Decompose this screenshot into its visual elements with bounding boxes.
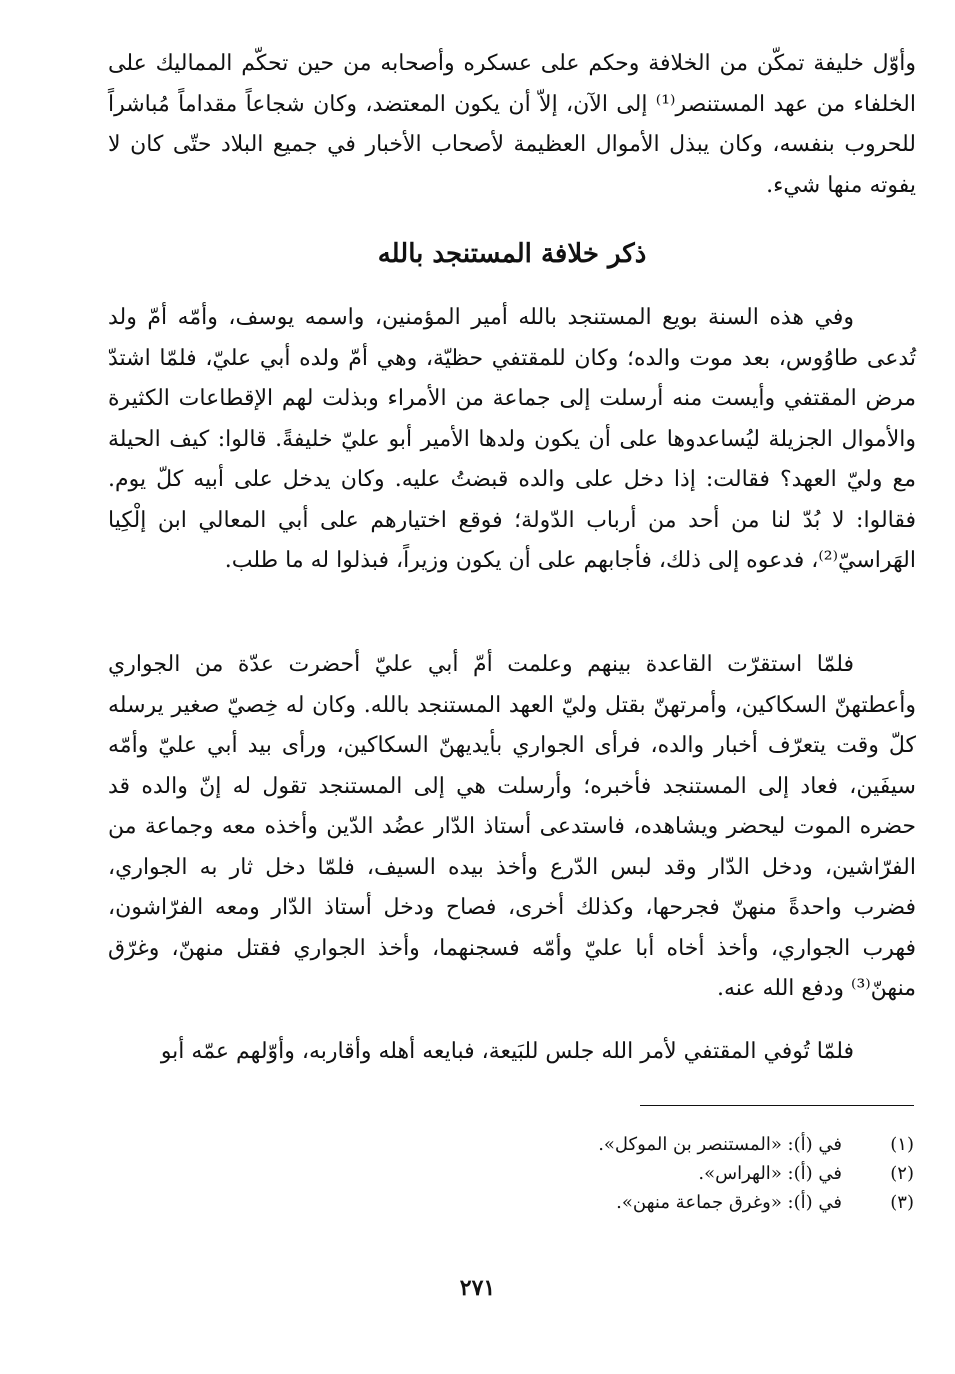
footnote-separator: [640, 1105, 914, 1106]
paragraph-text: وأوّل خليفة تمكّن من الخلافة وحكم على عسكره وأصحابه من حين تحكّم المماليك على الخلفاء من عهد المستنصر⁽¹⁾ إلى الآن، إلاّ أن يكون المعتضد، وكان شجاعاً مقداماً مُباشراً للحروب بنفسه، وكان يبذل الأموال العظيمة لأصحاب الأخبار في جميع البلاد حتّى كان لا يفوته منها شيء.: [108, 51, 916, 198]
paragraph-text: فلمّا تُوفي المقتفي لأمر الله جلس للبَيعة، فبايعه أهله وأقاربه، وأوّلهم عمّه أبو: [160, 1039, 854, 1064]
body-paragraph: [108, 44, 916, 206]
footnote-number: (٢): [890, 1163, 914, 1184]
body-paragraph: [108, 298, 916, 582]
footnote: [420, 1130, 914, 1159]
footnote: [420, 1159, 914, 1188]
body-paragraph: [108, 1032, 916, 1073]
body-paragraph: [108, 645, 916, 1010]
page-number: ٢٧١: [459, 1275, 496, 1301]
footnote-number: (٣): [890, 1192, 914, 1213]
footnote-number: (١): [890, 1134, 914, 1155]
footnote: [420, 1188, 914, 1217]
footnote-text: في (أ): «المستنصر بن الموكل».: [598, 1134, 842, 1155]
section-heading: ذكر خلافة المستنجد بالله: [377, 239, 647, 269]
paragraph-text: وفي هذه السنة بويع المستنجد بالله أمير المؤمنين، واسمه يوسف، وأمّه أمّ ولد تُدعى طاوُوس، بعد موت والده؛ وكان للمقتفي حظيّة، وهي أمّ ولده أبي عليّ، فلمّا اشتدّ مرض المقتفي وأيست منه أرسلت إلى جماعة من الأمراء وبذلت لهم الإقطاعات الكثيرة والأموال الجزيلة ليُساعدوها على أن يكون ولدها الأمير أبو عليّ خليفةً. قالوا: كيف الحيلة مع وليّ العهد؟ فقالت: إذا دخل على والده قبضتُ عليه. وكان يدخل على أبيه كلّ يوم. فقالوا: لا بُدّ لنا من أحد من أرباب الدّولة؛ فوقع اختيارهم على أبي المعالي ابن إلْكِيا الهَراسيّ⁽²⁾، فدعوه إلى ذلك، فأجابهم على أن يكون وزيراً، فبذلوا له ما طلب.: [108, 305, 916, 573]
paragraph-text: فلمّا استقرّت القاعدة بينهم وعلمت أمّ أبي عليّ أحضرت عدّة من الجواري وأعطتهنّ السكاكين، وأمرتهنّ بقتل وليّ العهد المستنجد بالله. وكان له خِصيّ صغير يرسله كلّ وقت يتعرّف أخبار والده، فرأى الجواري بأيديهنّ السكاكين، ورأى بيد أبي عليّ وأمّه سيفَين، فعاد إلى المستنجد فأخبره؛ وأرسلت هي إلى المستنجد تقول له إنّ والده قد حضره الموت ليحضر ويشاهده، فاستدعى أستاذ الدّار عضُد الدّين وأخذه معه وجماعة من الفرّاشين، ودخل الدّار وقد لبس الدّرع وأخذ بيده السيف، فلمّا دخل ثار به الجواري، فضرب واحدةً منهنّ فجرحها، وكذلك أخرى، فصاح ودخل أستاذ الدّار ومعه الفرّاشون، فهرب الجواري، وأخذ أخاه أبا عليّ وأمّه فسجنهما، وأخذ الجواري فقتل منهنّ، وغرّق منهنّ⁽³⁾ ودفع الله عنه.: [108, 652, 916, 1001]
footnote-text: في (أ): «وغرق جماعة منهن».: [616, 1192, 842, 1213]
footnote-text: في (أ): «الهراس».: [698, 1163, 842, 1184]
footnotes: [420, 1130, 914, 1217]
